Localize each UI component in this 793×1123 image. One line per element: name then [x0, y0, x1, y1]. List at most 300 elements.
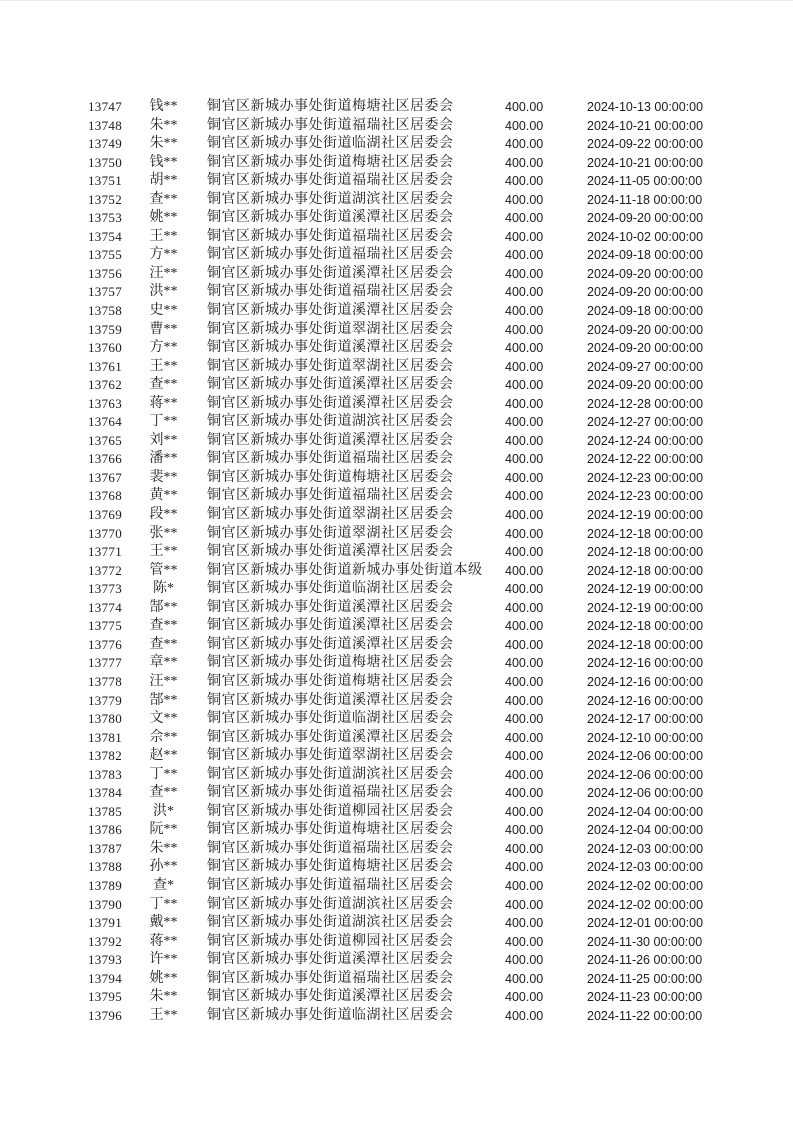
- record-amount: 400.00: [505, 545, 544, 560]
- record-datetime: 2024-11-22 00:00:00: [587, 1008, 703, 1023]
- record-amount: 400.00: [505, 971, 544, 986]
- record-amount: 400.00: [505, 229, 544, 244]
- record-datetime: 2024-09-18 00:00:00: [587, 304, 704, 319]
- record-datetime: 2024-12-10 00:00:00: [587, 730, 704, 745]
- record-organization: 铜官区新城办事处街道溪潭社区居委会: [207, 265, 454, 281]
- record-datetime: 2024-12-22 00:00:00: [587, 452, 704, 467]
- record-id: 13764: [88, 414, 122, 430]
- record-name: 姚**: [149, 970, 178, 986]
- record-id: 13751: [88, 173, 122, 189]
- record-id: 13763: [88, 395, 122, 411]
- record-organization: 铜官区新城办事处街道福瑞社区居委会: [207, 840, 454, 856]
- record-amount: 400.00: [505, 248, 544, 263]
- record-organization: 铜官区新城办事处街道溪潭社区居委会: [207, 340, 454, 356]
- table-row: [88, 98, 710, 117]
- record-name: 王**: [149, 358, 178, 374]
- record-amount: 400.00: [505, 990, 544, 1005]
- record-datetime: 2024-09-20 00:00:00: [587, 341, 704, 356]
- table-row: [88, 933, 710, 952]
- record-id: 13766: [88, 451, 122, 467]
- record-amount: 400.00: [505, 192, 544, 207]
- record-name: 张**: [149, 525, 178, 541]
- record-name: 阮**: [149, 822, 178, 838]
- record-name: 王**: [149, 1007, 178, 1023]
- table-row: [88, 951, 710, 970]
- record-name: 黄**: [149, 488, 178, 504]
- record-datetime: 2024-10-21 00:00:00: [587, 118, 704, 133]
- record-datetime: 2024-12-18 00:00:00: [587, 619, 704, 634]
- record-name: 钱**: [149, 154, 178, 170]
- record-name: 胡**: [149, 173, 178, 189]
- record-datetime: 2024-10-21 00:00:00: [587, 155, 704, 170]
- table-row: [88, 988, 710, 1007]
- table-row: [88, 710, 710, 729]
- record-datetime: 2024-12-27 00:00:00: [587, 415, 704, 430]
- table-row: [88, 450, 710, 469]
- record-amount: 400.00: [505, 582, 544, 597]
- record-organization: 铜官区新城办事处街道翠湖社区居委会: [207, 358, 454, 374]
- table-row: [88, 525, 710, 544]
- record-amount: 400.00: [505, 693, 544, 708]
- record-amount: 400.00: [505, 452, 544, 467]
- record-datetime: 2024-12-06 00:00:00: [587, 749, 704, 764]
- record-amount: 400.00: [505, 489, 544, 504]
- record-datetime: 2024-09-18 00:00:00: [587, 248, 704, 263]
- record-name: 丁**: [149, 414, 178, 430]
- record-amount: 400.00: [505, 470, 544, 485]
- record-organization: 铜官区新城办事处街道翠湖社区居委会: [207, 507, 454, 523]
- record-name: 汪**: [149, 265, 178, 281]
- record-name: 方**: [149, 340, 178, 356]
- record-amount: 400.00: [505, 526, 544, 541]
- record-organization: 铜官区新城办事处街道福瑞社区居委会: [207, 488, 454, 504]
- record-name: 钱**: [149, 99, 178, 114]
- record-name: 查**: [149, 618, 178, 634]
- table-row: [88, 135, 710, 154]
- record-id: 13787: [88, 840, 122, 856]
- record-name: 戴**: [149, 915, 178, 931]
- record-amount: 400.00: [505, 433, 544, 448]
- record-organization: 铜官区新城办事处街道梅塘社区居委会: [207, 154, 454, 170]
- table-row: [88, 747, 710, 766]
- record-organization: 铜官区新城办事处街道湖滨社区居委会: [207, 191, 454, 207]
- record-name: 孙**: [149, 859, 178, 875]
- record-datetime: 2024-10-13 00:00:00: [587, 100, 704, 114]
- record-name: 陈*: [153, 581, 174, 597]
- record-name: 姚**: [149, 210, 178, 226]
- table-row: [88, 617, 710, 636]
- record-organization: 铜官区新城办事处街道梅塘社区居委会: [207, 655, 454, 671]
- record-name: 管**: [149, 562, 178, 578]
- record-organization: 铜官区新城办事处街道福瑞社区居委会: [207, 877, 454, 893]
- record-id: 13794: [88, 970, 122, 986]
- record-datetime: 2024-10-02 00:00:00: [587, 229, 704, 244]
- table-row: [88, 877, 710, 896]
- record-id: 13774: [88, 599, 122, 615]
- record-name: 丁**: [149, 896, 178, 912]
- record-name: 朱**: [149, 989, 178, 1005]
- record-datetime: 2024-09-20 00:00:00: [587, 211, 704, 226]
- table-row: [88, 803, 710, 822]
- record-id: 13775: [88, 618, 122, 634]
- record-amount: 400.00: [505, 322, 544, 337]
- record-name: 朱**: [149, 840, 178, 856]
- table-row: [88, 914, 710, 933]
- record-id: 13796: [88, 1007, 122, 1023]
- records-table: [88, 98, 710, 1025]
- record-datetime: 2024-11-23 00:00:00: [587, 990, 703, 1005]
- table-row: [88, 469, 710, 488]
- record-id: 13786: [88, 822, 122, 838]
- record-organization: 铜官区新城办事处街道溪潭社区居委会: [207, 618, 454, 634]
- record-id: 13788: [88, 859, 122, 875]
- record-datetime: 2024-12-16 00:00:00: [587, 674, 704, 689]
- record-amount: 400.00: [505, 155, 544, 170]
- record-organization: 铜官区新城办事处街道柳园社区居委会: [207, 933, 454, 949]
- record-id: 13783: [88, 766, 122, 782]
- record-organization: 铜官区新城办事处街道梅塘社区居委会: [207, 822, 454, 838]
- record-organization: 铜官区新城办事处街道福瑞社区居委会: [207, 284, 454, 300]
- record-id: 13758: [88, 303, 122, 319]
- record-organization: 铜官区新城办事处街道福瑞社区居委会: [207, 785, 454, 801]
- record-id: 13785: [88, 803, 122, 819]
- record-name: 蒋**: [149, 933, 178, 949]
- record-organization: 铜官区新城办事处街道福瑞社区居委会: [207, 228, 454, 244]
- table-row: [88, 154, 710, 173]
- table-row: [88, 506, 710, 525]
- record-name: 文**: [149, 711, 178, 727]
- table-row: [88, 395, 710, 414]
- record-amount: 400.00: [505, 619, 544, 634]
- record-id: 13760: [88, 340, 122, 356]
- record-name: 丁**: [149, 766, 178, 782]
- record-name: 赵**: [149, 748, 178, 764]
- record-datetime: 2024-09-22 00:00:00: [587, 137, 704, 152]
- record-id: 13754: [88, 228, 122, 244]
- record-datetime: 2024-12-19 00:00:00: [587, 582, 704, 597]
- table-row: [88, 265, 710, 284]
- record-name: 潘**: [149, 451, 178, 467]
- record-datetime: 2024-12-06 00:00:00: [587, 767, 704, 782]
- table-row: [88, 302, 710, 321]
- record-organization: 铜官区新城办事处街道福瑞社区居委会: [207, 117, 454, 133]
- record-amount: 400.00: [505, 749, 544, 764]
- record-id: 13782: [88, 748, 122, 764]
- record-name: 刘**: [149, 432, 178, 448]
- record-datetime: 2024-12-03 00:00:00: [587, 860, 704, 875]
- record-datetime: 2024-12-01 00:00:00: [587, 916, 704, 931]
- record-id: 13773: [88, 581, 122, 597]
- record-id: 13772: [88, 562, 122, 578]
- record-amount: 400.00: [505, 637, 544, 652]
- record-organization: 铜官区新城办事处街道梅塘社区居委会: [207, 469, 454, 485]
- record-id: 13770: [88, 525, 122, 541]
- record-organization: 铜官区新城办事处街道溪潭社区居委会: [207, 395, 454, 411]
- record-id: 13780: [88, 711, 122, 727]
- record-id: 13777: [88, 655, 122, 671]
- table-row: [88, 376, 710, 395]
- table-row: [88, 117, 710, 136]
- record-id: 13784: [88, 785, 122, 801]
- table-row: [88, 321, 710, 340]
- record-id: 13762: [88, 377, 122, 393]
- record-datetime: 2024-12-18 00:00:00: [587, 637, 704, 652]
- record-amount: 400.00: [505, 600, 544, 615]
- record-datetime: 2024-11-25 00:00:00: [587, 971, 703, 986]
- record-name: 王**: [149, 228, 178, 244]
- record-organization: 铜官区新城办事处街道梅塘社区居委会: [207, 859, 454, 875]
- record-amount: 400.00: [505, 804, 544, 819]
- record-name: 史**: [149, 303, 178, 319]
- record-id: 13755: [88, 247, 122, 263]
- record-name: 汪**: [149, 673, 178, 689]
- table-row: [88, 580, 710, 599]
- record-amount: 400.00: [505, 211, 544, 226]
- record-amount: 400.00: [505, 712, 544, 727]
- record-name: 查**: [149, 785, 178, 801]
- record-id: 13759: [88, 321, 122, 337]
- record-datetime: 2024-12-23 00:00:00: [587, 489, 704, 504]
- table-row: [88, 654, 710, 673]
- record-amount: 400.00: [505, 953, 544, 968]
- record-amount: 400.00: [505, 878, 544, 893]
- record-amount: 400.00: [505, 1008, 544, 1023]
- record-name: 裴**: [149, 469, 178, 485]
- record-amount: 400.00: [505, 508, 544, 523]
- table-row: [88, 228, 710, 247]
- table-row: [88, 543, 710, 562]
- table-row: [88, 840, 710, 859]
- table-row: [88, 209, 710, 228]
- record-amount: 400.00: [505, 563, 544, 578]
- table-row: [88, 896, 710, 915]
- record-amount: 400.00: [505, 359, 544, 374]
- record-id: 13781: [88, 729, 122, 745]
- record-name: 查**: [149, 191, 178, 207]
- table-row: [88, 821, 710, 840]
- record-datetime: 2024-09-20 00:00:00: [587, 378, 704, 393]
- record-organization: 铜官区新城办事处街道湖滨社区居委会: [207, 896, 454, 912]
- record-datetime: 2024-12-03 00:00:00: [587, 841, 704, 856]
- record-amount: 400.00: [505, 137, 544, 152]
- record-organization: 铜官区新城办事处街道溪潭社区居委会: [207, 692, 454, 708]
- record-organization: 铜官区新城办事处街道临湖社区居委会: [207, 711, 454, 727]
- record-organization: 铜官区新城办事处街道福瑞社区居委会: [207, 247, 454, 263]
- record-amount: 400.00: [505, 378, 544, 393]
- record-organization: 铜官区新城办事处街道溪潭社区居委会: [207, 544, 454, 560]
- record-name: 段**: [149, 507, 178, 523]
- record-name: 查**: [149, 636, 178, 652]
- record-id: 13768: [88, 488, 122, 504]
- record-name: 朱**: [149, 117, 178, 133]
- record-datetime: 2024-12-16 00:00:00: [587, 656, 704, 671]
- table-row: [88, 729, 710, 748]
- record-id: 13791: [88, 915, 122, 931]
- record-id: 13750: [88, 154, 122, 170]
- record-amount: 400.00: [505, 118, 544, 133]
- table-row: [88, 283, 710, 302]
- record-id: 13749: [88, 136, 122, 152]
- record-datetime: 2024-12-02 00:00:00: [587, 897, 704, 912]
- record-amount: 400.00: [505, 860, 544, 875]
- record-datetime: 2024-09-20 00:00:00: [587, 322, 704, 337]
- record-datetime: 2024-12-23 00:00:00: [587, 470, 704, 485]
- record-datetime: 2024-12-04 00:00:00: [587, 823, 704, 838]
- record-id: 13756: [88, 265, 122, 281]
- record-id: 13795: [88, 989, 122, 1005]
- table-row: [88, 970, 710, 989]
- record-amount: 400.00: [505, 674, 544, 689]
- record-id: 13779: [88, 692, 122, 708]
- record-organization: 铜官区新城办事处街道福瑞社区居委会: [207, 970, 454, 986]
- record-organization: 铜官区新城办事处街道溪潭社区居委会: [207, 599, 454, 615]
- record-datetime: 2024-11-05 00:00:00: [587, 174, 703, 189]
- record-name: 查**: [149, 377, 178, 393]
- table-row: [88, 636, 710, 655]
- record-datetime: 2024-12-04 00:00:00: [587, 804, 704, 819]
- record-datetime: 2024-12-28 00:00:00: [587, 396, 704, 411]
- record-name: 章**: [149, 655, 178, 671]
- record-amount: 400.00: [505, 174, 544, 189]
- record-datetime: 2024-11-26 00:00:00: [587, 953, 703, 968]
- record-id: 13752: [88, 191, 122, 207]
- record-organization: 铜官区新城办事处街道溪潭社区居委会: [207, 952, 454, 968]
- record-datetime: 2024-11-18 00:00:00: [587, 192, 703, 207]
- record-organization: 铜官区新城办事处街道福瑞社区居委会: [207, 451, 454, 467]
- record-id: 13765: [88, 432, 122, 448]
- table-row: [88, 191, 710, 210]
- record-id: 13790: [88, 896, 122, 912]
- record-organization: 铜官区新城办事处街道梅塘社区居委会: [207, 673, 454, 689]
- record-datetime: 2024-09-27 00:00:00: [587, 359, 704, 374]
- table-row: [88, 246, 710, 265]
- record-datetime: 2024-12-16 00:00:00: [587, 693, 704, 708]
- record-id: 13792: [88, 933, 122, 949]
- record-organization: 铜官区新城办事处街道溪潭社区居委会: [207, 377, 454, 393]
- record-amount: 400.00: [505, 767, 544, 782]
- record-organization: 铜官区新城办事处街道溪潭社区居委会: [207, 989, 454, 1005]
- record-organization: 铜官区新城办事处街道新城办事处街道本级: [207, 562, 483, 578]
- record-amount: 400.00: [505, 934, 544, 949]
- record-datetime: 2024-12-19 00:00:00: [587, 508, 704, 523]
- record-datetime: 2024-09-20 00:00:00: [587, 266, 704, 281]
- table-row: [88, 562, 710, 581]
- record-amount: 400.00: [505, 396, 544, 411]
- table-row: [88, 673, 710, 692]
- record-amount: 400.00: [505, 823, 544, 838]
- record-id: 13747: [88, 99, 122, 114]
- table-row: [88, 432, 710, 451]
- record-name: 洪*: [153, 803, 174, 819]
- record-organization: 铜官区新城办事处街道湖滨社区居委会: [207, 766, 454, 782]
- table-row: [88, 599, 710, 618]
- record-amount: 400.00: [505, 841, 544, 856]
- record-datetime: 2024-11-30 00:00:00: [587, 934, 703, 949]
- table-row: [88, 358, 710, 377]
- record-id: 13761: [88, 358, 122, 374]
- record-name: 曹**: [149, 321, 178, 337]
- record-datetime: 2024-12-02 00:00:00: [587, 878, 704, 893]
- record-id: 13767: [88, 469, 122, 485]
- record-amount: 400.00: [505, 266, 544, 281]
- record-id: 13778: [88, 673, 122, 689]
- record-organization: 铜官区新城办事处街道溪潭社区居委会: [207, 432, 454, 448]
- record-name: 方**: [149, 247, 178, 263]
- record-name: 许**: [149, 952, 178, 968]
- record-name: 王**: [149, 544, 178, 560]
- record-amount: 400.00: [505, 285, 544, 300]
- record-organization: 铜官区新城办事处街道福瑞社区居委会: [207, 173, 454, 189]
- record-id: 13769: [88, 507, 122, 523]
- record-datetime: 2024-12-24 00:00:00: [587, 433, 704, 448]
- record-amount: 400.00: [505, 100, 544, 114]
- record-datetime: 2024-09-20 00:00:00: [587, 285, 704, 300]
- record-datetime: 2024-12-17 00:00:00: [587, 712, 704, 727]
- record-organization: 铜官区新城办事处街道湖滨社区居委会: [207, 915, 454, 931]
- record-amount: 400.00: [505, 341, 544, 356]
- record-name: 佘**: [149, 729, 178, 745]
- record-amount: 400.00: [505, 304, 544, 319]
- record-organization: 铜官区新城办事处街道翠湖社区居委会: [207, 321, 454, 337]
- record-id: 13748: [88, 117, 122, 133]
- table-row: [88, 413, 710, 432]
- record-organization: 铜官区新城办事处街道湖滨社区居委会: [207, 414, 454, 430]
- record-datetime: 2024-12-19 00:00:00: [587, 600, 704, 615]
- record-name: 蒋**: [149, 395, 178, 411]
- record-name: 查*: [153, 877, 174, 893]
- record-id: 13757: [88, 284, 122, 300]
- record-organization: 铜官区新城办事处街道溪潭社区居委会: [207, 303, 454, 319]
- table-row: [88, 692, 710, 711]
- record-name: 洪**: [149, 284, 178, 300]
- record-organization: 铜官区新城办事处街道临湖社区居委会: [207, 581, 454, 597]
- record-id: 13793: [88, 952, 122, 968]
- table-row: [88, 1007, 710, 1026]
- table-row: [88, 766, 710, 785]
- record-organization: 铜官区新城办事处街道翠湖社区居委会: [207, 525, 454, 541]
- table-row: [88, 784, 710, 803]
- record-datetime: 2024-12-18 00:00:00: [587, 545, 704, 560]
- record-organization: 铜官区新城办事处街道梅塘社区居委会: [207, 99, 454, 114]
- record-id: 13789: [88, 877, 122, 893]
- record-organization: 铜官区新城办事处街道溪潭社区居委会: [207, 210, 454, 226]
- record-amount: 400.00: [505, 656, 544, 671]
- record-name: 郜**: [149, 692, 178, 708]
- record-id: 13753: [88, 210, 122, 226]
- record-amount: 400.00: [505, 916, 544, 931]
- record-organization: 铜官区新城办事处街道溪潭社区居委会: [207, 729, 454, 745]
- record-organization: 铜官区新城办事处街道柳园社区居委会: [207, 803, 454, 819]
- record-id: 13771: [88, 544, 122, 560]
- record-amount: 400.00: [505, 730, 544, 745]
- record-organization: 铜官区新城办事处街道溪潭社区居委会: [207, 636, 454, 652]
- table-row: [88, 487, 710, 506]
- record-datetime: 2024-12-06 00:00:00: [587, 786, 704, 801]
- record-datetime: 2024-12-18 00:00:00: [587, 563, 704, 578]
- record-name: 朱**: [149, 136, 178, 152]
- table-row: [88, 172, 710, 191]
- record-amount: 400.00: [505, 897, 544, 912]
- table-row: [88, 339, 710, 358]
- table-row: [88, 858, 710, 877]
- record-id: 13776: [88, 636, 122, 652]
- record-amount: 400.00: [505, 786, 544, 801]
- record-amount: 400.00: [505, 415, 544, 430]
- record-organization: 铜官区新城办事处街道临湖社区居委会: [207, 136, 454, 152]
- record-organization: 铜官区新城办事处街道翠湖社区居委会: [207, 748, 454, 764]
- record-datetime: 2024-12-18 00:00:00: [587, 526, 704, 541]
- record-organization: 铜官区新城办事处街道临湖社区居委会: [207, 1007, 454, 1023]
